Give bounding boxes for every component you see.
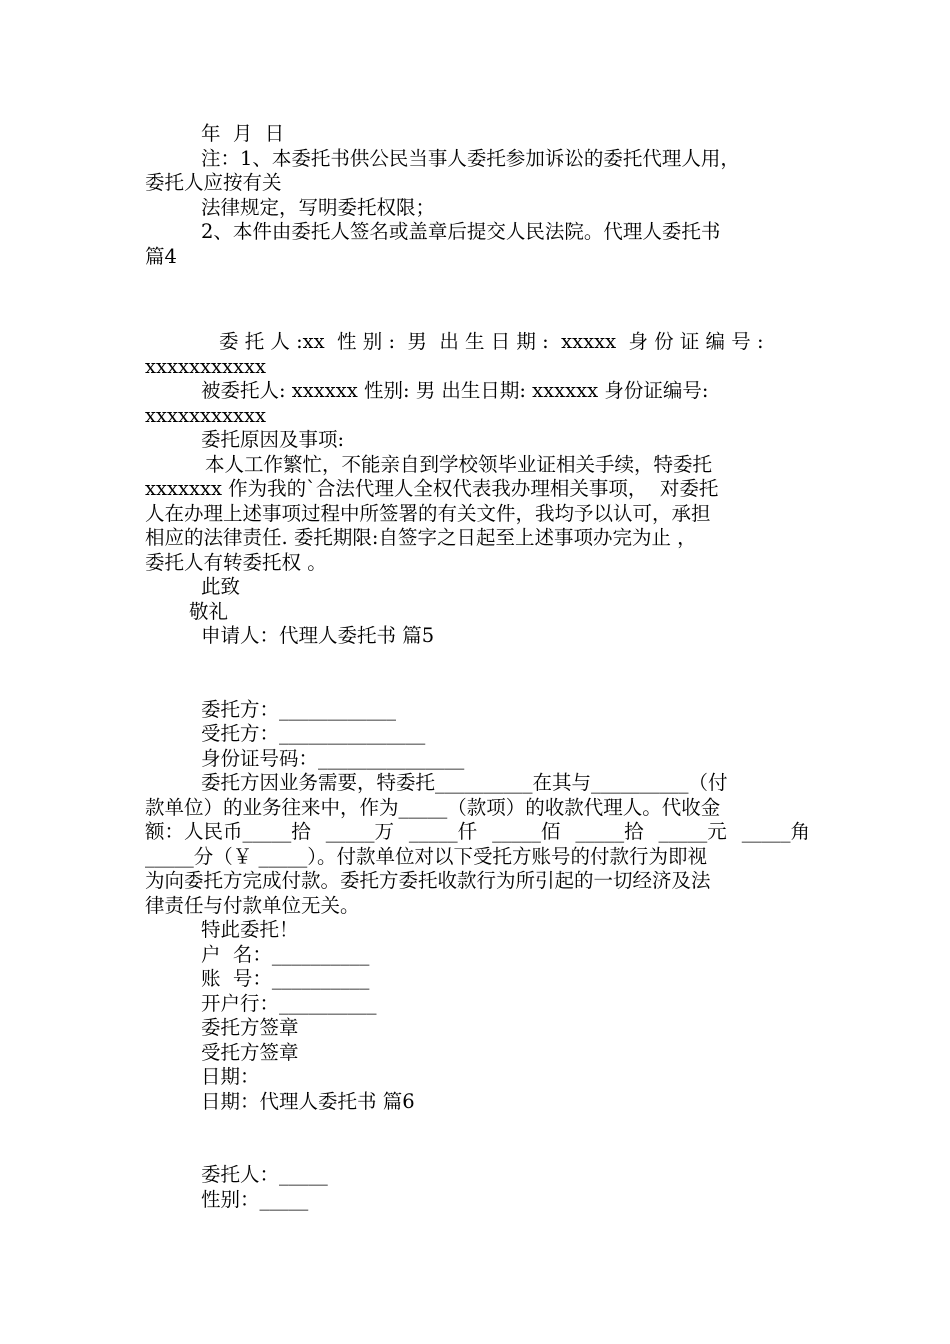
date-line: 年 月 日 — [201, 122, 285, 145]
entrust-body-1: 委托方因业务需要，特委托__________在其与__________（付 — [201, 771, 728, 794]
section-heading-6: 日期：代理人委托书 篇6 — [201, 1089, 415, 1113]
reason-body-3: 人在办理上述事项过程中所签署的有关文件，我均予以认可，承担 — [145, 501, 711, 525]
amount-part-jiao: _____角 — [741, 820, 810, 843]
reason-body-1: 本人工作繁忙，不能亲自到学校领毕业证相关手续，特委托 — [205, 452, 713, 476]
closing-cizhi: 此致 — [201, 575, 241, 598]
amount-part-wan: _____万 — [325, 820, 394, 843]
gender-field-6: 性别：_____ — [201, 1187, 309, 1211]
amount-part-yuan: _____元 — [658, 820, 727, 843]
document-page — [145, 122, 810, 1212]
trustee-field: 受托方：_______________ — [201, 722, 426, 745]
agent-info: 被委托人: xxxxxx 性别: 男 出生日期: xxxxxx 身份证编号: — [201, 379, 709, 402]
section-heading-4: 篇4 — [145, 244, 177, 268]
note-1: 注：1、本委托书供公民当事人委托参加诉讼的委托代理人用， — [201, 146, 740, 170]
account-name-field: 户 名：__________ — [201, 942, 370, 966]
amount-part-shi2: _____拾 — [575, 820, 644, 843]
entrust-body-5: 为向委托方完成付款。委托方委托收款行为所引起的一切经济及法 — [145, 869, 711, 892]
reason-body-2: xxxxxxx 作为我的`合法代理人全权代表我办理相关事项， 对委托 — [145, 477, 719, 500]
bank-field: 开户行：__________ — [201, 991, 377, 1015]
note-1-continued: 委托人应按有关 — [145, 171, 282, 194]
amount-line — [145, 820, 810, 845]
note-2: 2、本件由委托人签名或盖章后提交人民法院。代理人委托书 — [201, 220, 721, 243]
client-seal: 委托方签章 — [201, 1016, 299, 1039]
amount-part-qian: _____仟 — [408, 820, 478, 843]
entrust-body-2: 款单位）的业务往来中，作为_____（款项）的收款代理人。代收金 — [145, 795, 721, 819]
reason-body-4: 相应的法律责任. 委托期限:自签字之日起至上述事项办完为止 ， — [145, 526, 697, 549]
entrust-body-4: _____分（￥ _____）。付款单位对以下受托方账号的付款行为即视 — [145, 844, 707, 868]
entrust-body-6: 律责任与付款单位无关。 — [145, 893, 360, 917]
applicant-line: 申请人：代理人委托书 篇5 — [201, 624, 435, 647]
amount-part-bai: _____佰 — [492, 820, 561, 843]
trustee-seal: 受托方签章 — [201, 1040, 299, 1064]
principal-info: 委 托 人 :xx 性 别 : 男 出 生 日 期 : xxxxx 身 份 证 编 号 : — [219, 330, 764, 353]
client-field: 委托方：____________ — [201, 697, 397, 721]
agent-id: xxxxxxxxxxx — [145, 403, 266, 427]
reason-body-5: 委托人有转委托权 。 — [145, 550, 327, 574]
note-1-law: 法律规定，写明委托权限； — [201, 195, 436, 219]
principal-field-6: 委托人：_____ — [201, 1163, 328, 1186]
amount-part-shi1: 额：人民币_____拾 — [145, 820, 311, 843]
reason-label: 委托原因及事项: — [201, 428, 345, 451]
id-number-field: 身份证号码：_______________ — [201, 746, 465, 770]
principal-id: xxxxxxxxxxx — [145, 354, 266, 378]
closing-jingli: 敬礼 — [189, 599, 229, 623]
date-field: 日期： — [201, 1065, 260, 1088]
account-number-field: 账 号：__________ — [201, 967, 370, 990]
special-entrust: 特此委托！ — [201, 918, 299, 941]
